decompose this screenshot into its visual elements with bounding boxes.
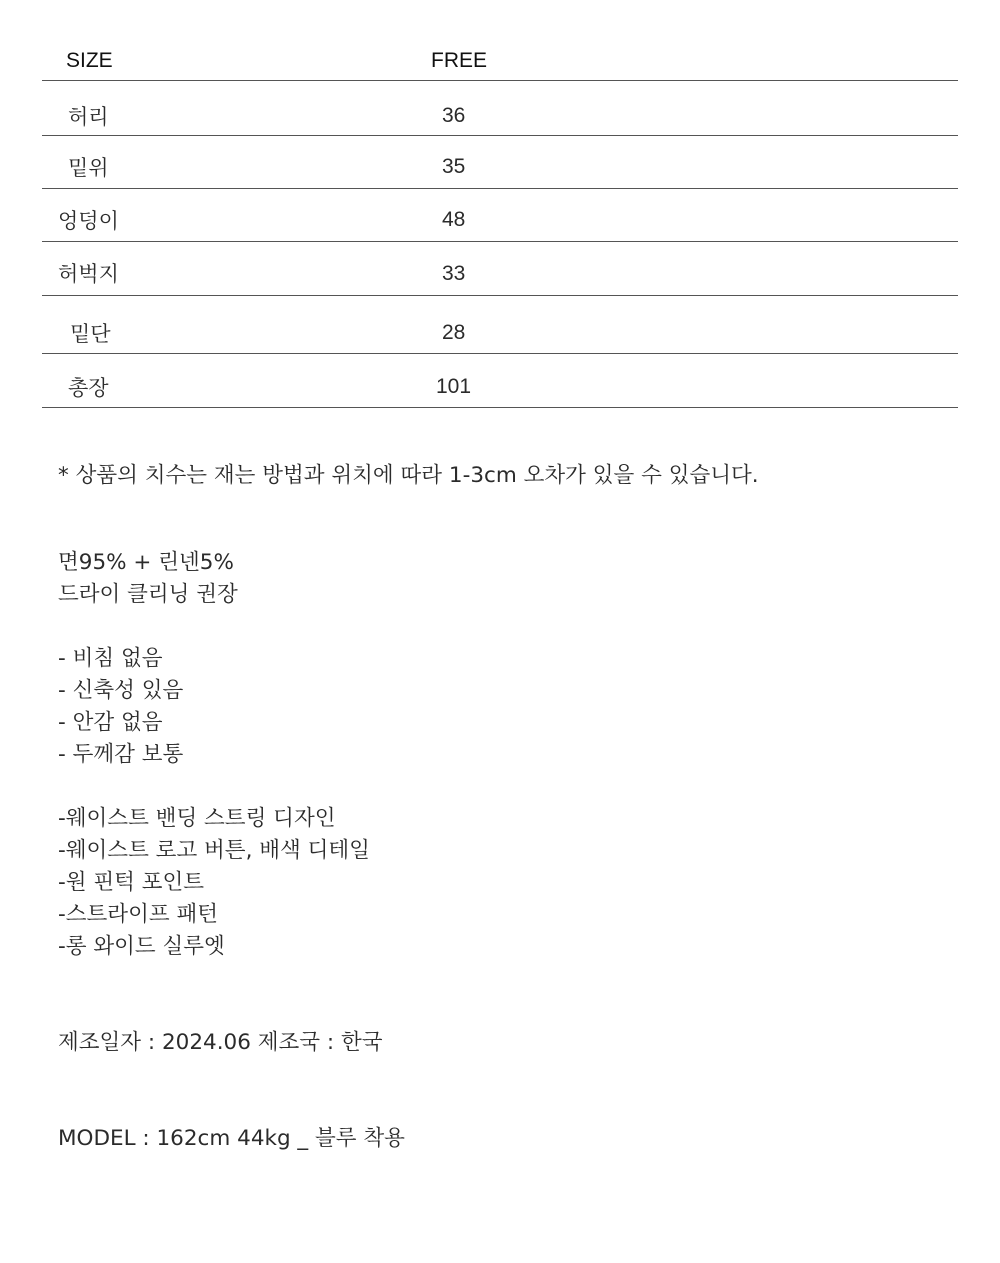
- property-item: - 안감 없음: [58, 710, 163, 735]
- free-header-value: FREE: [431, 49, 488, 72]
- row-value: 48: [442, 208, 466, 231]
- row-label: 밑위: [68, 156, 109, 180]
- table-row: [42, 81, 958, 136]
- row-label: 총장: [68, 376, 109, 400]
- row-value: 33: [442, 262, 466, 285]
- size-table: [42, 40, 958, 408]
- row-label: 밑단: [70, 322, 111, 346]
- feature-item: -롱 와이드 실루엣: [58, 934, 225, 959]
- care-instruction: 드라이 클리닝 권장: [58, 582, 238, 607]
- table-row: [42, 296, 958, 354]
- row-label: 허리: [68, 105, 109, 129]
- row-value: 28: [442, 321, 466, 344]
- row-value: 35: [442, 155, 466, 178]
- measurement-disclaimer: * 상품의 치수는 재는 방법과 위치에 따라 1-3cm 오차가 있을 수 있습니다.: [58, 463, 759, 488]
- row-label: 엉덩이: [58, 209, 119, 233]
- row-value: 36: [442, 104, 466, 127]
- table-header-row: [42, 40, 958, 81]
- property-item: - 신축성 있음: [58, 678, 184, 703]
- row-value: 101: [436, 375, 472, 398]
- manufacture-info: 제조일자 : 2024.06 제조국 : 한국: [58, 1030, 383, 1055]
- feature-item: -스트라이프 패턴: [58, 902, 218, 927]
- feature-item: -웨이스트 밴딩 스트링 디자인: [58, 806, 336, 831]
- feature-item: -원 핀턱 포인트: [58, 870, 205, 895]
- table-row: [42, 242, 958, 296]
- fabric-composition: 면95% + 린넨5%: [58, 550, 234, 575]
- size-header-label: SIZE: [66, 49, 113, 72]
- table-row: [42, 354, 958, 408]
- table-row: [42, 136, 958, 189]
- feature-item: -웨이스트 로고 버튼, 배색 디테일: [58, 838, 370, 863]
- table-row: [42, 189, 958, 242]
- row-label: 허벅지: [58, 262, 119, 286]
- property-item: - 두께감 보통: [58, 742, 184, 767]
- property-item: - 비침 없음: [58, 646, 163, 671]
- model-info: MODEL : 162cm 44kg _ 블루 착용: [58, 1126, 405, 1151]
